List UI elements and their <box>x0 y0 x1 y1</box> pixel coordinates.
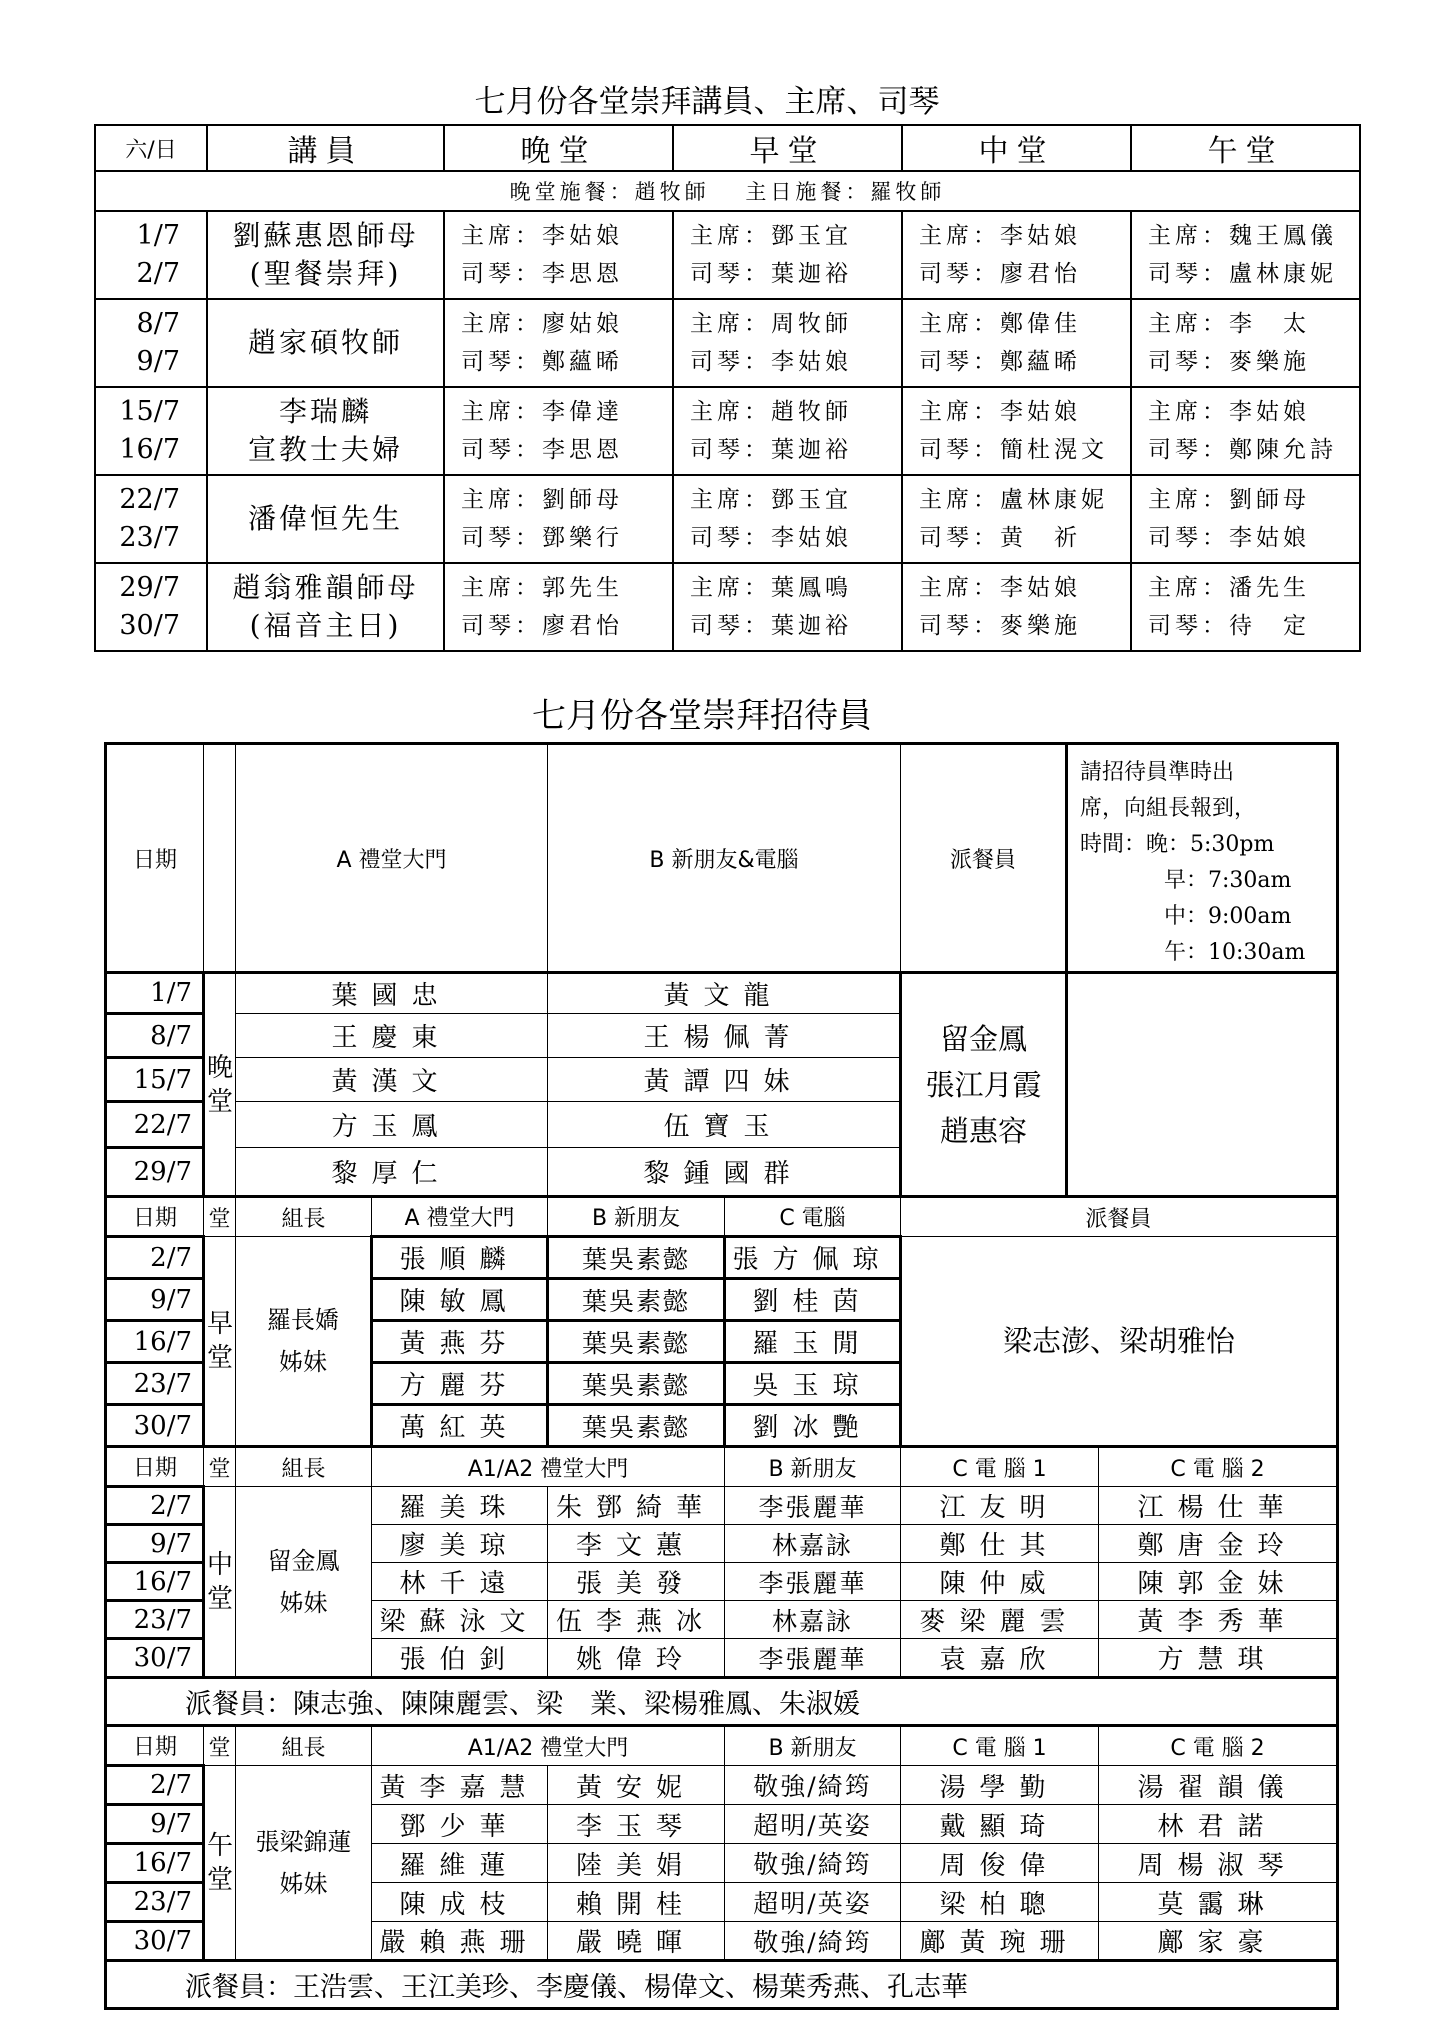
pianist-line: 司琴：待 定 <box>1148 613 1310 639</box>
morning-door-usher: 陳敏鳳 <box>372 1279 548 1321</box>
afternoon-date: 30/7 <box>106 1922 204 1961</box>
noon-door-usher-1: 梁蘇泳文 <box>372 1601 548 1639</box>
week-dates <box>95 563 207 651</box>
speaker-name: 李瑞麟 <box>278 395 372 428</box>
chair-line: 主席：潘先生 <box>1148 575 1310 601</box>
noon-newfriend-usher: 林嘉詠 <box>725 1525 901 1563</box>
speaker-cell <box>207 211 444 299</box>
afternoon-door-usher-1: 陳成枝 <box>372 1883 548 1922</box>
noon-door-usher-1: 林千遠 <box>372 1563 548 1601</box>
evening-door-usher: 葉國忠 <box>236 973 548 1014</box>
chair-line: 主席：李姑娘 <box>919 399 1081 425</box>
noon-newfriend-usher: 李張麗華 <box>725 1487 901 1525</box>
pianist-line: 司琴：廖君怡 <box>919 261 1081 287</box>
noon-leader-header: 組長 <box>236 1447 372 1487</box>
week-date-sunday: 16/7 <box>119 434 180 465</box>
chair-pianist-cell <box>902 299 1131 387</box>
preachers-header-row <box>95 125 1360 171</box>
morning-newfriend-usher: 葉吳素懿 <box>548 1405 725 1447</box>
afternoon-meal-servers: 派餐員：王浩雲、王江美珍、李慶儀、楊偉文、楊葉秀燕、孔志華 <box>106 1961 1338 2009</box>
afternoon-computer-usher-1: 鄺黃琬珊 <box>901 1922 1099 1961</box>
pianist-line: 司琴：李姑娘 <box>690 525 852 551</box>
week-dates <box>95 387 207 475</box>
speaker-name: 趙翁雅韻師母 <box>232 571 419 604</box>
morning-newfriend-usher: 葉吳素懿 <box>548 1279 725 1321</box>
afternoon-date: 23/7 <box>106 1883 204 1922</box>
noon-door-usher-1: 張伯釗 <box>372 1639 548 1678</box>
afternoon-c1-header: C 電 腦 1 <box>901 1726 1099 1766</box>
week-date-saturday: 15/7 <box>119 396 180 427</box>
evening-meal-servers <box>901 973 1067 1197</box>
morning-computer-usher: 張方佩琼 <box>725 1237 901 1279</box>
chair-pianist-cell <box>673 299 902 387</box>
chair-pianist-cell <box>444 563 673 651</box>
week-date-sunday: 23/7 <box>119 522 180 553</box>
evening-usher-row <box>106 1058 1338 1102</box>
chair-pianist-cell <box>444 475 673 563</box>
pianist-line: 司琴：葉迦裕 <box>690 613 852 639</box>
note-line: 中：9:00am <box>1164 904 1292 929</box>
afternoon-newfriend-usher: 超明/英姿 <box>725 1883 901 1922</box>
morning-meal-header: 派餐員 <box>901 1197 1338 1237</box>
morning-date: 2/7 <box>106 1237 204 1279</box>
speaker-name: 趙家碩牧師 <box>247 326 403 359</box>
chair-pianist-cell <box>1131 299 1360 387</box>
noon-b-header: B 新朋友 <box>725 1447 901 1487</box>
afternoon-door-usher-2: 嚴曉暉 <box>548 1922 725 1961</box>
chair-pianist-cell <box>1131 387 1360 475</box>
header-speaker: 講員 <box>207 125 444 171</box>
noon-date: 30/7 <box>106 1639 204 1678</box>
chair-line: 主席：郭先生 <box>461 575 623 601</box>
speaker-note: (福音主日) <box>249 609 402 642</box>
evening-usher-row <box>106 1014 1338 1058</box>
chair-line: 主席：劉師母 <box>461 487 623 513</box>
morning-leader <box>236 1237 372 1447</box>
week-date-sunday: 9/7 <box>136 346 180 377</box>
usher-time-note <box>1067 744 1338 973</box>
noon-date: 2/7 <box>106 1487 204 1525</box>
morning-meal-servers: 梁志澎、梁胡雅怡 <box>901 1237 1338 1447</box>
leader-title: 姊妹 <box>279 1588 328 1617</box>
morning-date: 9/7 <box>106 1279 204 1321</box>
speaker-cell <box>207 387 444 475</box>
noon-a-header: A1/A2 禮堂大門 <box>372 1447 725 1487</box>
morning-computer-usher: 劉桂茵 <box>725 1279 901 1321</box>
evening-newfriend-usher: 伍寶玉 <box>548 1102 901 1148</box>
week-date-saturday: 8/7 <box>136 308 180 339</box>
leader-title: 姊妹 <box>279 1869 328 1898</box>
leader-name: 羅長嬌 <box>267 1306 339 1334</box>
meal-server-name: 留金鳳 <box>940 1021 1028 1056</box>
chair-line: 主席：李姑娘 <box>1148 399 1310 425</box>
morning-date: 16/7 <box>106 1321 204 1363</box>
pianist-line: 司琴：葉迦裕 <box>690 261 852 287</box>
noon-computer-usher-1: 鄭仕其 <box>901 1525 1099 1563</box>
pianist-line: 司琴：葉迦裕 <box>690 437 852 463</box>
note-line: 請招待員準時出 <box>1080 760 1235 785</box>
week-date-sunday: 2/7 <box>136 258 180 289</box>
morning-date: 30/7 <box>106 1405 204 1447</box>
pianist-line: 司琴：盧林康妮 <box>1148 261 1337 287</box>
afternoon-hall-text: 午堂 <box>206 1830 233 1895</box>
preacher-week-row <box>95 563 1360 651</box>
noon-date: 16/7 <box>106 1563 204 1601</box>
afternoon-computer-usher-1: 梁柏聰 <box>901 1883 1099 1922</box>
evening-meal-header: 派餐員 <box>901 744 1067 973</box>
afternoon-door-usher-1: 羅維蓮 <box>372 1844 548 1883</box>
noon-header-row <box>106 1447 1338 1487</box>
morning-date-header: 日期 <box>106 1197 204 1237</box>
morning-a-header: A 禮堂大門 <box>372 1197 548 1237</box>
noon-leader <box>236 1487 372 1678</box>
ushers-table <box>104 742 1339 2010</box>
speaker-note: 宣教士夫婦 <box>247 433 403 466</box>
morning-newfriend-usher: 葉吳素懿 <box>548 1363 725 1405</box>
afternoon-door-usher-2: 黃安妮 <box>548 1766 725 1805</box>
morning-hall-label <box>204 1237 236 1447</box>
chair-pianist-cell <box>673 475 902 563</box>
noon-door-usher-2: 張美發 <box>548 1563 725 1601</box>
noon-hall-header: 堂 <box>204 1447 236 1487</box>
afternoon-leader-header: 組長 <box>236 1726 372 1766</box>
noon-computer-usher-2: 黃李秀華 <box>1099 1601 1338 1639</box>
evening-usher-row <box>106 1148 1338 1197</box>
afternoon-door-usher-2: 陸美娟 <box>548 1844 725 1883</box>
afternoon-computer-usher-2: 莫靄琳 <box>1099 1883 1338 1922</box>
note-line: 午：10:30am <box>1164 940 1306 965</box>
noon-c2-header: C 電 腦 2 <box>1099 1447 1338 1487</box>
noon-computer-usher-1: 麥梁麗雲 <box>901 1601 1099 1639</box>
chair-pianist-cell <box>1131 475 1360 563</box>
week-date-saturday: 22/7 <box>119 484 180 515</box>
afternoon-usher-row <box>106 1766 1338 1805</box>
morning-newfriend-usher: 葉吳素懿 <box>548 1237 725 1279</box>
noon-newfriend-usher: 林嘉詠 <box>725 1601 901 1639</box>
note-line: 早：7:30am <box>1164 868 1292 893</box>
chair-line: 主席：李 太 <box>1148 311 1310 337</box>
morning-newfriend-usher: 葉吳素懿 <box>548 1321 725 1363</box>
noon-newfriend-usher: 李張麗華 <box>725 1639 901 1678</box>
afternoon-computer-usher-1: 周俊偉 <box>901 1844 1099 1883</box>
pianist-line: 司琴：廖君怡 <box>461 613 623 639</box>
evening-usher-row <box>106 973 1338 1014</box>
noon-computer-usher-2: 方慧琪 <box>1099 1639 1338 1678</box>
chair-pianist-cell <box>902 211 1131 299</box>
morning-date: 23/7 <box>106 1363 204 1405</box>
pianist-line: 司琴：李思恩 <box>461 437 623 463</box>
pianist-line: 司琴：李思恩 <box>461 261 623 287</box>
header-noon: 中堂 <box>902 125 1131 171</box>
pianist-line: 司琴：鄭陳允詩 <box>1148 437 1337 463</box>
header-date: 六/日 <box>95 125 207 171</box>
chair-line: 主席：李姑娘 <box>919 223 1081 249</box>
ushers-title: 七月份各堂崇拜招待員 <box>532 696 872 736</box>
noon-computer-usher-2: 鄭唐金玲 <box>1099 1525 1338 1563</box>
pianist-line: 司琴：簡杜滉文 <box>919 437 1108 463</box>
morning-computer-usher: 吳玉琼 <box>725 1363 901 1405</box>
chair-line: 主席：李姑娘 <box>461 223 623 249</box>
speaker-cell <box>207 563 444 651</box>
morning-header-row <box>106 1197 1338 1237</box>
evening-a-header: A 禮堂大門 <box>236 744 548 973</box>
noon-date-header: 日期 <box>106 1447 204 1487</box>
chair-line: 主席：劉師母 <box>1148 487 1310 513</box>
evening-newfriend-usher: 王楊佩菁 <box>548 1014 901 1058</box>
preacher-week-row <box>95 299 1360 387</box>
week-date-sunday: 30/7 <box>119 610 180 641</box>
noon-c1-header: C 電 腦 1 <box>901 1447 1099 1487</box>
morning-b-header: B 新朋友 <box>548 1197 725 1237</box>
afternoon-door-usher-1: 嚴賴燕珊 <box>372 1922 548 1961</box>
pianist-line: 司琴：麥樂施 <box>1148 349 1310 375</box>
morning-door-usher: 張順麟 <box>372 1237 548 1279</box>
evening-door-usher: 黎厚仁 <box>236 1148 548 1197</box>
chair-line: 主席：李姑娘 <box>919 575 1081 601</box>
leader-name: 留金鳳 <box>267 1546 340 1575</box>
chair-line: 主席：李偉達 <box>461 399 623 425</box>
noon-door-usher-2: 伍李燕冰 <box>548 1601 725 1639</box>
noon-hall-label <box>204 1487 236 1678</box>
chair-pianist-cell <box>673 563 902 651</box>
afternoon-computer-usher-1: 戴顯琦 <box>901 1805 1099 1844</box>
afternoon-computer-usher-2: 周楊淑琴 <box>1099 1844 1338 1883</box>
week-dates <box>95 299 207 387</box>
noon-door-usher-1: 羅美珠 <box>372 1487 548 1525</box>
afternoon-date-header: 日期 <box>106 1726 204 1766</box>
noon-computer-usher-1: 陳仲威 <box>901 1563 1099 1601</box>
preachers-table <box>94 124 1361 652</box>
evening-usher-row <box>106 1102 1338 1148</box>
pianist-line: 司琴：李姑娘 <box>690 349 852 375</box>
noon-usher-row <box>106 1487 1338 1525</box>
afternoon-a-header: A1/A2 禮堂大門 <box>372 1726 725 1766</box>
chair-pianist-cell <box>1131 563 1360 651</box>
chair-pianist-cell <box>673 211 902 299</box>
chair-line: 主席：鄭偉佳 <box>919 311 1081 337</box>
meal-server-name: 張江月霞 <box>925 1067 1042 1102</box>
noon-meal-servers: 派餐員：陳志強、陳陳麗雲、梁 業、梁楊雅鳳、朱淑媛 <box>106 1678 1338 1726</box>
afternoon-date: 2/7 <box>106 1766 204 1805</box>
noon-computer-usher-1: 袁嘉欣 <box>901 1639 1099 1678</box>
note-line: 席，向組長報到， <box>1080 796 1257 821</box>
morning-c-header: C 電腦 <box>725 1197 901 1237</box>
evening-date-header: 日期 <box>106 744 204 973</box>
noon-door-usher-2: 姚偉玲 <box>548 1639 725 1678</box>
afternoon-newfriend-usher: 敬強/綺筠 <box>725 1844 901 1883</box>
afternoon-door-usher-1: 鄧少華 <box>372 1805 548 1844</box>
noon-computer-usher-2: 江楊仕華 <box>1099 1487 1338 1525</box>
afternoon-meal-row <box>106 1961 1338 2009</box>
evening-hall-label <box>204 973 236 1197</box>
header-morning: 早堂 <box>673 125 902 171</box>
noon-meal-row <box>106 1678 1338 1726</box>
chair-line: 主席：周牧師 <box>690 311 852 337</box>
afternoon-header-row <box>106 1726 1338 1766</box>
pianist-line: 司琴：鄧樂行 <box>461 525 623 551</box>
week-dates <box>95 475 207 563</box>
chair-line: 主席：廖姑娘 <box>461 311 623 337</box>
morning-door-usher: 方麗芬 <box>372 1363 548 1405</box>
morning-door-usher: 萬紅英 <box>372 1405 548 1447</box>
chair-line: 主席：葉鳳鳴 <box>690 575 852 601</box>
afternoon-newfriend-usher: 敬強/綺筠 <box>725 1922 901 1961</box>
pianist-line: 司琴：鄭蘊晞 <box>919 349 1081 375</box>
noon-door-usher-1: 廖美琼 <box>372 1525 548 1563</box>
noon-date: 23/7 <box>106 1601 204 1639</box>
morning-door-usher: 黃燕芬 <box>372 1321 548 1363</box>
chair-pianist-cell <box>1131 211 1360 299</box>
header-evening: 晚堂 <box>444 125 673 171</box>
chair-pianist-cell <box>444 211 673 299</box>
pianist-line: 司琴：李姑娘 <box>1148 525 1310 551</box>
preacher-week-row <box>95 475 1360 563</box>
week-date-saturday: 29/7 <box>119 572 180 603</box>
noon-date: 9/7 <box>106 1525 204 1563</box>
morning-hall-text: 早堂 <box>206 1309 233 1373</box>
afternoon-computer-usher-2: 湯翟韻儀 <box>1099 1766 1338 1805</box>
week-date-saturday: 1/7 <box>136 220 180 251</box>
evening-b-header: B 新朋友&電腦 <box>548 744 901 973</box>
meal-server-name: 趙惠容 <box>940 1113 1028 1148</box>
afternoon-c2-header: C 電 腦 2 <box>1099 1726 1338 1766</box>
afternoon-hall-label <box>204 1766 236 1961</box>
chair-pianist-cell <box>902 563 1131 651</box>
morning-computer-usher: 羅玉閒 <box>725 1321 901 1363</box>
evening-date: 15/7 <box>106 1058 204 1102</box>
pianist-line: 司琴：鄭蘊晞 <box>461 349 623 375</box>
evening-date: 22/7 <box>106 1102 204 1148</box>
afternoon-door-usher-2: 賴開桂 <box>548 1883 725 1922</box>
morning-usher-row <box>106 1237 1338 1279</box>
noon-door-usher-2: 朱鄧綺華 <box>548 1487 725 1525</box>
evening-newfriend-usher: 黎鍾國群 <box>548 1148 901 1197</box>
afternoon-door-usher-2: 李玉琴 <box>548 1805 725 1844</box>
afternoon-newfriend-usher: 敬強/綺筠 <box>725 1766 901 1805</box>
chair-line: 主席：盧林康妮 <box>919 487 1108 513</box>
speaker-cell <box>207 299 444 387</box>
preachers-title: 七月份各堂崇拜講員、主席、司琴 <box>474 84 940 120</box>
evening-door-usher: 王慶東 <box>236 1014 548 1058</box>
evening-date: 29/7 <box>106 1148 204 1197</box>
pianist-line: 司琴：黄 祈 <box>919 525 1081 551</box>
morning-hall-header: 堂 <box>204 1197 236 1237</box>
speaker-cell <box>207 475 444 563</box>
note-line: 時間：晚：5:30pm <box>1080 832 1275 857</box>
morning-computer-usher: 劉冰艷 <box>725 1405 901 1447</box>
afternoon-computer-usher-1: 湯學勤 <box>901 1766 1099 1805</box>
noon-computer-usher-2: 陳郭金妹 <box>1099 1563 1338 1601</box>
afternoon-newfriend-usher: 超明/英姿 <box>725 1805 901 1844</box>
afternoon-computer-usher-2: 林君諾 <box>1099 1805 1338 1844</box>
chair-line: 主席：魏王鳳儀 <box>1148 223 1337 249</box>
communion-notice: 晚堂施餐：趙牧師 主日施餐：羅牧師 <box>95 171 1360 211</box>
afternoon-leader <box>236 1766 372 1961</box>
afternoon-b-header: B 新朋友 <box>725 1726 901 1766</box>
evening-date: 1/7 <box>106 973 204 1014</box>
chair-pianist-cell <box>902 387 1131 475</box>
noon-door-usher-2: 李文蕙 <box>548 1525 725 1563</box>
noon-hall-text: 中堂 <box>206 1549 233 1614</box>
afternoon-date: 9/7 <box>106 1805 204 1844</box>
leader-name: 張梁錦蓮 <box>255 1827 352 1856</box>
speaker-name: 劉蘇惠恩師母 <box>232 219 419 252</box>
preacher-week-row <box>95 211 1360 299</box>
evening-door-usher: 黃漢文 <box>236 1058 548 1102</box>
noon-newfriend-usher: 李張麗華 <box>725 1563 901 1601</box>
week-dates <box>95 211 207 299</box>
chair-pianist-cell <box>673 387 902 475</box>
leader-title: 姊妹 <box>279 1348 327 1376</box>
speaker-note: (聖餐崇拜) <box>249 257 402 290</box>
evening-hall-text: 晚堂 <box>206 1052 233 1117</box>
evening-date: 8/7 <box>106 1014 204 1058</box>
chair-line: 主席：鄧玉宜 <box>690 223 852 249</box>
evening-newfriend-usher: 黃譚四妹 <box>548 1058 901 1102</box>
chair-line: 主席：趙牧師 <box>690 399 852 425</box>
afternoon-computer-usher-2: 鄺家豪 <box>1099 1922 1338 1961</box>
evening-newfriend-usher: 黃文龍 <box>548 973 901 1014</box>
header-afternoon: 午堂 <box>1131 125 1360 171</box>
chair-pianist-cell <box>902 475 1131 563</box>
evening-door-usher: 方玉鳳 <box>236 1102 548 1148</box>
afternoon-hall-header: 堂 <box>204 1726 236 1766</box>
evening-header-row <box>106 744 1338 973</box>
morning-leader-header: 組長 <box>236 1197 372 1237</box>
afternoon-door-usher-1: 黃李嘉慧 <box>372 1766 548 1805</box>
chair-line: 主席：鄧玉宜 <box>690 487 852 513</box>
evening-blank-header <box>204 744 236 973</box>
pianist-line: 司琴：麥樂施 <box>919 613 1081 639</box>
chair-pianist-cell <box>444 387 673 475</box>
chair-pianist-cell <box>444 299 673 387</box>
communion-notice-row <box>95 171 1360 211</box>
afternoon-date: 16/7 <box>106 1844 204 1883</box>
noon-computer-usher-1: 江友明 <box>901 1487 1099 1525</box>
preacher-week-row <box>95 387 1360 475</box>
speaker-name: 潘偉恒先生 <box>247 502 403 535</box>
